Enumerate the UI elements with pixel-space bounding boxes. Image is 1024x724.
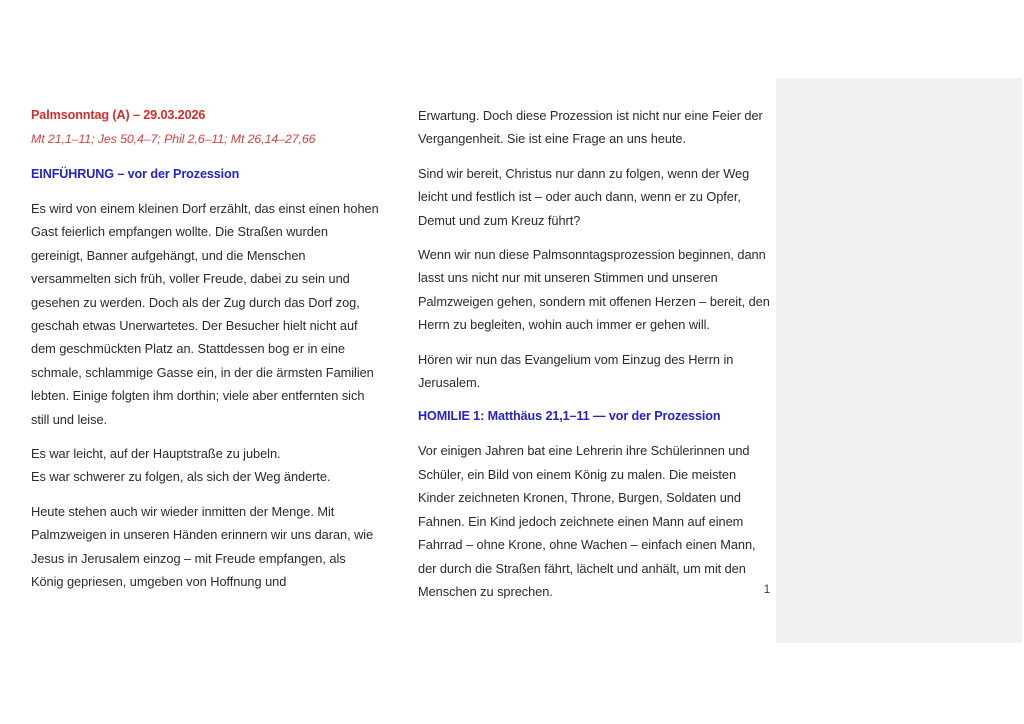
text-column-left	[31, 104, 381, 594]
scripture-readings-line: Mt 21,1–11; Jes 50,4–7; Phil 2,6–11; Mt 26,14–27,66	[31, 132, 316, 146]
section-heading-homilie-1: HOMILIE 1: Matthäus 21,1–11 — vor der Prozession	[418, 409, 721, 424]
paragraph-left-1: Es wird von einem kleinen Dorf erzählt, das einst einen hohen Gast feierlich empfangen wollte. Die Straßen wurden gereinigt, Banner aufgehängt, und die Menschen versammelten sich früh, voller Freude, dabei zu sein und gesehen zu werden. Doch als der Zug durch das Dorf zog, geschah etwas Unerwartetes. Der Besucher hielt nicht auf dem geschmückten Platz an. Stattdessen bog er in eine schmale, schlammige Gasse ein, in der die ärmsten Familien lebten. Einige folgten ihm dorthin; viele aber entfernten sich still und leise.	[31, 201, 379, 427]
paragraph-left-2: Es war leicht, auf der Hauptstraße zu jubeln. Es war schwerer zu folgen, als sich der Weg änderte.	[31, 446, 331, 485]
paragraph-right-4: Hören wir nun das Evangelium vom Einzug des Herrn in Jerusalem.	[418, 351, 734, 391]
page-number: 1	[763, 584, 771, 596]
text-column-right	[418, 104, 770, 603]
document-title: Palmsonntag (A) – 29.03.2026	[31, 108, 206, 122]
paragraph-right-3: Wenn wir nun diese Palmsonntagsprozession beginnen, dann lasst uns nicht nur mit unseren Stimmen und unseren Palmzweigen gehen, sondern mit offenen Herzen – bereit, den Herrn zu begleiten, wohin auch immer er gehen will.	[418, 247, 770, 333]
paragraph-right-2: Sind wir bereit, Christus nur dann zu folgen, wenn der Weg leicht und festlich ist – oder auch dann, wenn er zu Opfer, Demut und zum Kreuz führt?	[418, 165, 750, 228]
section-heading-einfuehrung: EINFÜHRUNG – vor der Prozession	[31, 167, 240, 181]
paragraph-right-1: Erwartung. Doch diese Prozession ist nicht nur eine Feier der Vergangenheit. Sie ist eine Frage an uns heute.	[418, 108, 763, 147]
paragraph-left-3: Heute stehen auch wir wieder inmitten der Menge. Mit Palmzweigen in unseren Händen erinnern wir uns daran, wie Jesus in Jerusalem einzog – mit Freude empfangen, als König gepriesen, umgeben von Hoffnung und	[31, 503, 374, 590]
paragraph-right-5: Vor einigen Jahren bat eine Lehrerin ihre Schülerinnen und Schüler, ein Bild von einem König zu malen. Die meisten Kinder zeichneten Kronen, Throne, Burgen, Soldaten und Fahnen. Ein Kind jedoch zeichnete einen Mann auf einem Fahrrad – ohne Krone, ohne Wachen – einfach einen Mann, der durch die Straßen fährt, lächelt und anhält, um mit den Menschen zu sprechen.	[418, 443, 756, 599]
